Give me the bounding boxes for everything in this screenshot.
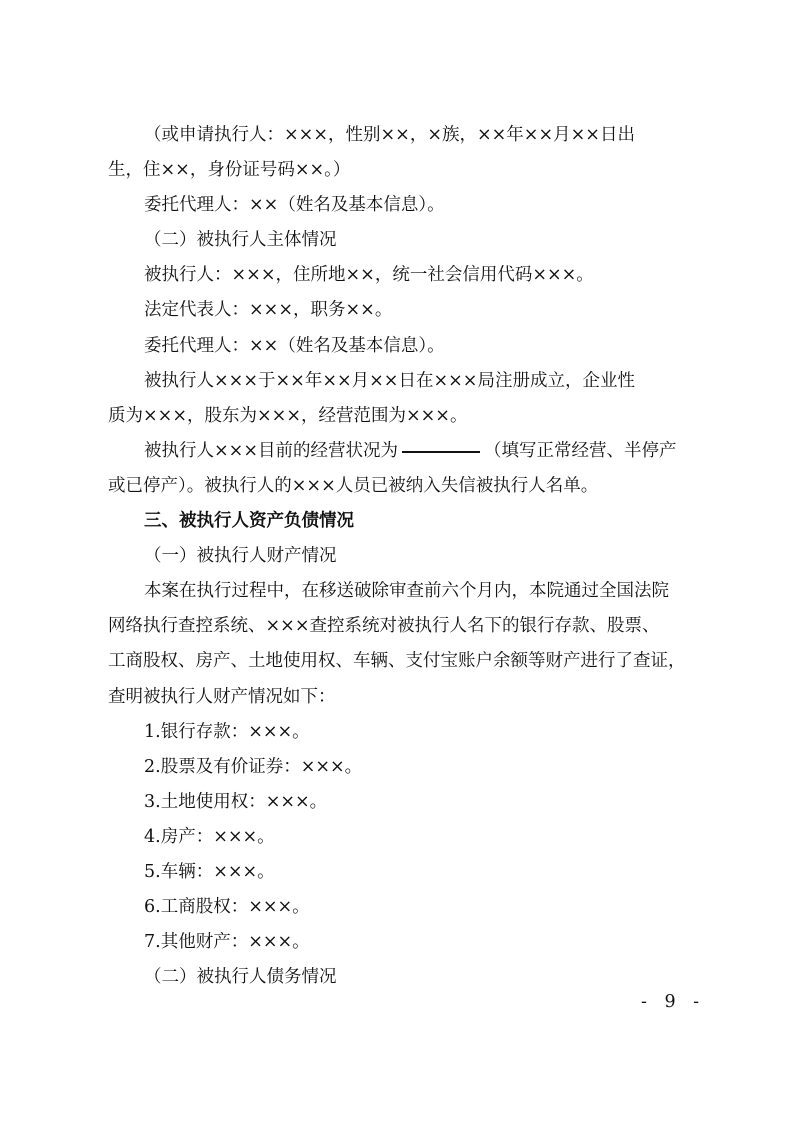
text-line: 被执行人×××于××年××月××日在×××局注册成立，企业性 — [144, 370, 635, 391]
text-line: 网络执行查控系统、×××查控系统对被执行人名下的银行存款、股票、 — [108, 616, 660, 637]
text-line: 法定代表人：×××，职务××。 — [144, 300, 393, 321]
text-line: 1.银行存款：×××。 — [144, 721, 310, 742]
paragraph-block-parties — [108, 118, 700, 434]
text-line: 委托代理人：××（姓名及基本信息）。 — [144, 335, 445, 356]
document-body — [108, 118, 700, 995]
business-status-line — [108, 434, 700, 469]
text-line: （二）被执行人债务情况 — [144, 967, 337, 988]
text-line: 被执行人：×××，住所地××，统一社会信用代码×××。 — [144, 265, 594, 286]
text-line: 2.股票及有价证券：×××。 — [144, 756, 363, 777]
fill-in-blank — [402, 451, 480, 453]
text-line: 5.车辆：×××。 — [144, 861, 275, 882]
text-line: 生，住××，身份证号码××。） — [108, 160, 351, 181]
business-status-text-after: （填写正常经营、半停产 — [484, 440, 677, 461]
text-line: 查明被执行人财产情况如下： — [108, 686, 336, 707]
text-line: 6.工商股权：×××。 — [144, 897, 310, 918]
text-line: 工商股权、房产、土地使用权、车辆、支付宝账户余额等财产进行了查证， — [108, 651, 686, 672]
text-line: （一）被执行人财产情况 — [144, 546, 337, 567]
text-line: 委托代理人：××（姓名及基本信息）。 — [144, 195, 445, 216]
text-line: 或已停产）。被执行人的×××人员已被纳入失信被执行人名单。 — [108, 475, 599, 496]
text-line: 质为×××，股东为×××，经营范围为×××。 — [108, 405, 468, 426]
text-line: 4.房产：×××。 — [144, 826, 275, 847]
section-heading: 三、被执行人资产负债情况 — [144, 511, 354, 532]
text-line: 3.土地使用权：×××。 — [144, 791, 328, 812]
paragraph-block-assets — [108, 469, 700, 995]
business-status-text-before: 被执行人×××目前的经营状况为 — [144, 440, 398, 461]
text-line: （或申请执行人：×××，性别××，×族，××年××月××日出 — [144, 125, 635, 145]
text-line: 7.其他财产：×××。 — [144, 932, 310, 953]
text-line: 本案在执行过程中，在移送破除审查前六个月内，本院通过全国法院 — [144, 581, 669, 602]
text-line: （二）被执行人主体情况 — [144, 230, 337, 251]
page-number: - 9 - — [641, 992, 706, 1012]
